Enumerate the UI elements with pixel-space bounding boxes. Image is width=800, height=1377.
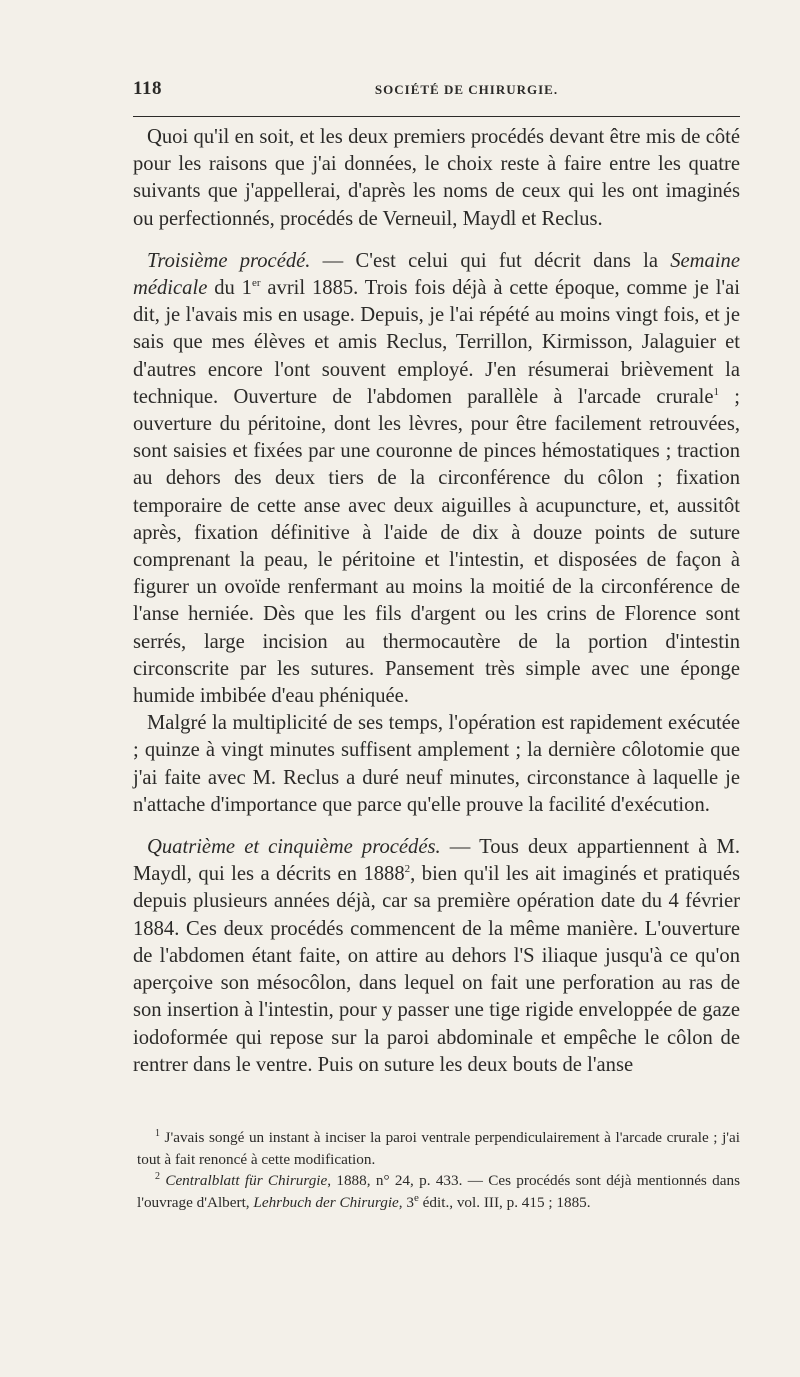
paragraph-4: Quatrième et cinquième procédés. — Tous deux appartiennent à M. Maydl, qui les a décrits en 1888$^2$, bien qu'il les ait imaginés et pratiqués depuis plusieurs années déjà, car sa première opération date du 4 février 1884. Ces deux procédés commencent de la même manière. L'ouverture de l'abdomen étant faite, on attire au dehors l'S iliaque jusqu'à ce qu'on aperçoive son mésocôlon, dans lequel on fait une perforation au ras de son insertion à l'intestin, pour y passer une tige rigide enveloppée de gaze iodoformée qui repose sur la paroi abdominale et empêche le côlon de rentrer dans le ventre. Puis on suture les deux bouts de l'anse xyxy=(133,836,740,1076)
journal-title: SOCIÉTÉ DE CHIRURGIE. xyxy=(374,82,559,97)
journal-name: Semaine médicale xyxy=(133,249,740,300)
footnote-ref-1: 1 xyxy=(713,385,719,398)
running-head xyxy=(133,78,740,102)
section-heading-quatrieme: Quatrième et cinquième procédés. xyxy=(147,836,441,859)
body-text xyxy=(133,124,740,1079)
footnote-ref-2: 2 xyxy=(404,863,411,876)
section-heading-troisieme: Troisième procédé. xyxy=(147,249,311,272)
footnote-2: $^2$ Centralblatt für Chirurgie, 1888, n° 24, p. 433. — Ces procédés sont déjà mentionnés dans l'ouvrage d'Albert, Lehrbuch der Chirurgie, 3e édit., vol. III, p. 415 ; 1885. xyxy=(137,1170,740,1211)
paragraph-3: Malgré la multiplicité de ses temps, l'opération est rapidement exécutée ; quinze à vingt minutes suffisent amplement ; la dernière côlotomie que j'ai faite avec M. Reclus a duré neuf minutes, circonstance à laquelle je n'attache d'importance que parce qu'elle prouve la facilité d'exécution. xyxy=(133,712,740,816)
paragraph-1: Quoi qu'il en soit, et les deux premiers procédés devant être mis de côté pour les raisons que j'ai données, le choix reste à faire entre les quatre suivants que j'appellerai, d'après les noms de ceux qui les ont imaginés ou perfectionnés, procédés de Verneuil, Maydl et Reclus. xyxy=(133,126,740,230)
paragraph-2: Troisième procédé. — C'est celui qui fut décrit dans la Semaine médicale du 1er avril 1885. Trois fois déjà à cette époque, comme je l'ai dit, je l'avais mis en usage. Depuis, je l'ai répété au moins vingt fois, et je sais que mes élèves et amis Reclus, Terrillon, Kirmisson, Jalaguier et d'autres encore l'ont souvent employé. J'en résumerai brièvement la technique. Ouverture de l'abdomen parallèle à l'arcade crurale$^1$ ; ouverture du péritoine, dont les lèvres, pour être facilement retrouvées, sont saisies et fixées par une couronne de pinces hémostatiques ; traction au dehors des deux tiers de la circonférence du côlon ; fixation temporaire de cette anse avec deux aiguilles à acupuncture, et, aussitôt après, fixation définitive à l'aide de dix à douze points de suture comprenant la peau, le péritoine et l'intestin, et disposées de façon à figurer un ovoïde renfermant au moins la moitié de la circonférence de l'anse herniée. Dès que les fils d'argent ou les crins de Florence sont serrés, large incision au thermocautère de la portion d'intestin circonscrite par les sutures. Pansement très simple avec une éponge humide imbibée d'eau phéniquée. xyxy=(133,249,741,708)
footnotes xyxy=(137,1127,740,1213)
page-number: 118 xyxy=(133,78,162,99)
header-rule xyxy=(133,116,740,117)
footnote-1: $^1$ J'avais songé un instant à inciser la paroi ventrale perpendiculairement à l'arcade crurale ; j'ai tout à fait renoncé à cette modification. xyxy=(137,1127,740,1168)
